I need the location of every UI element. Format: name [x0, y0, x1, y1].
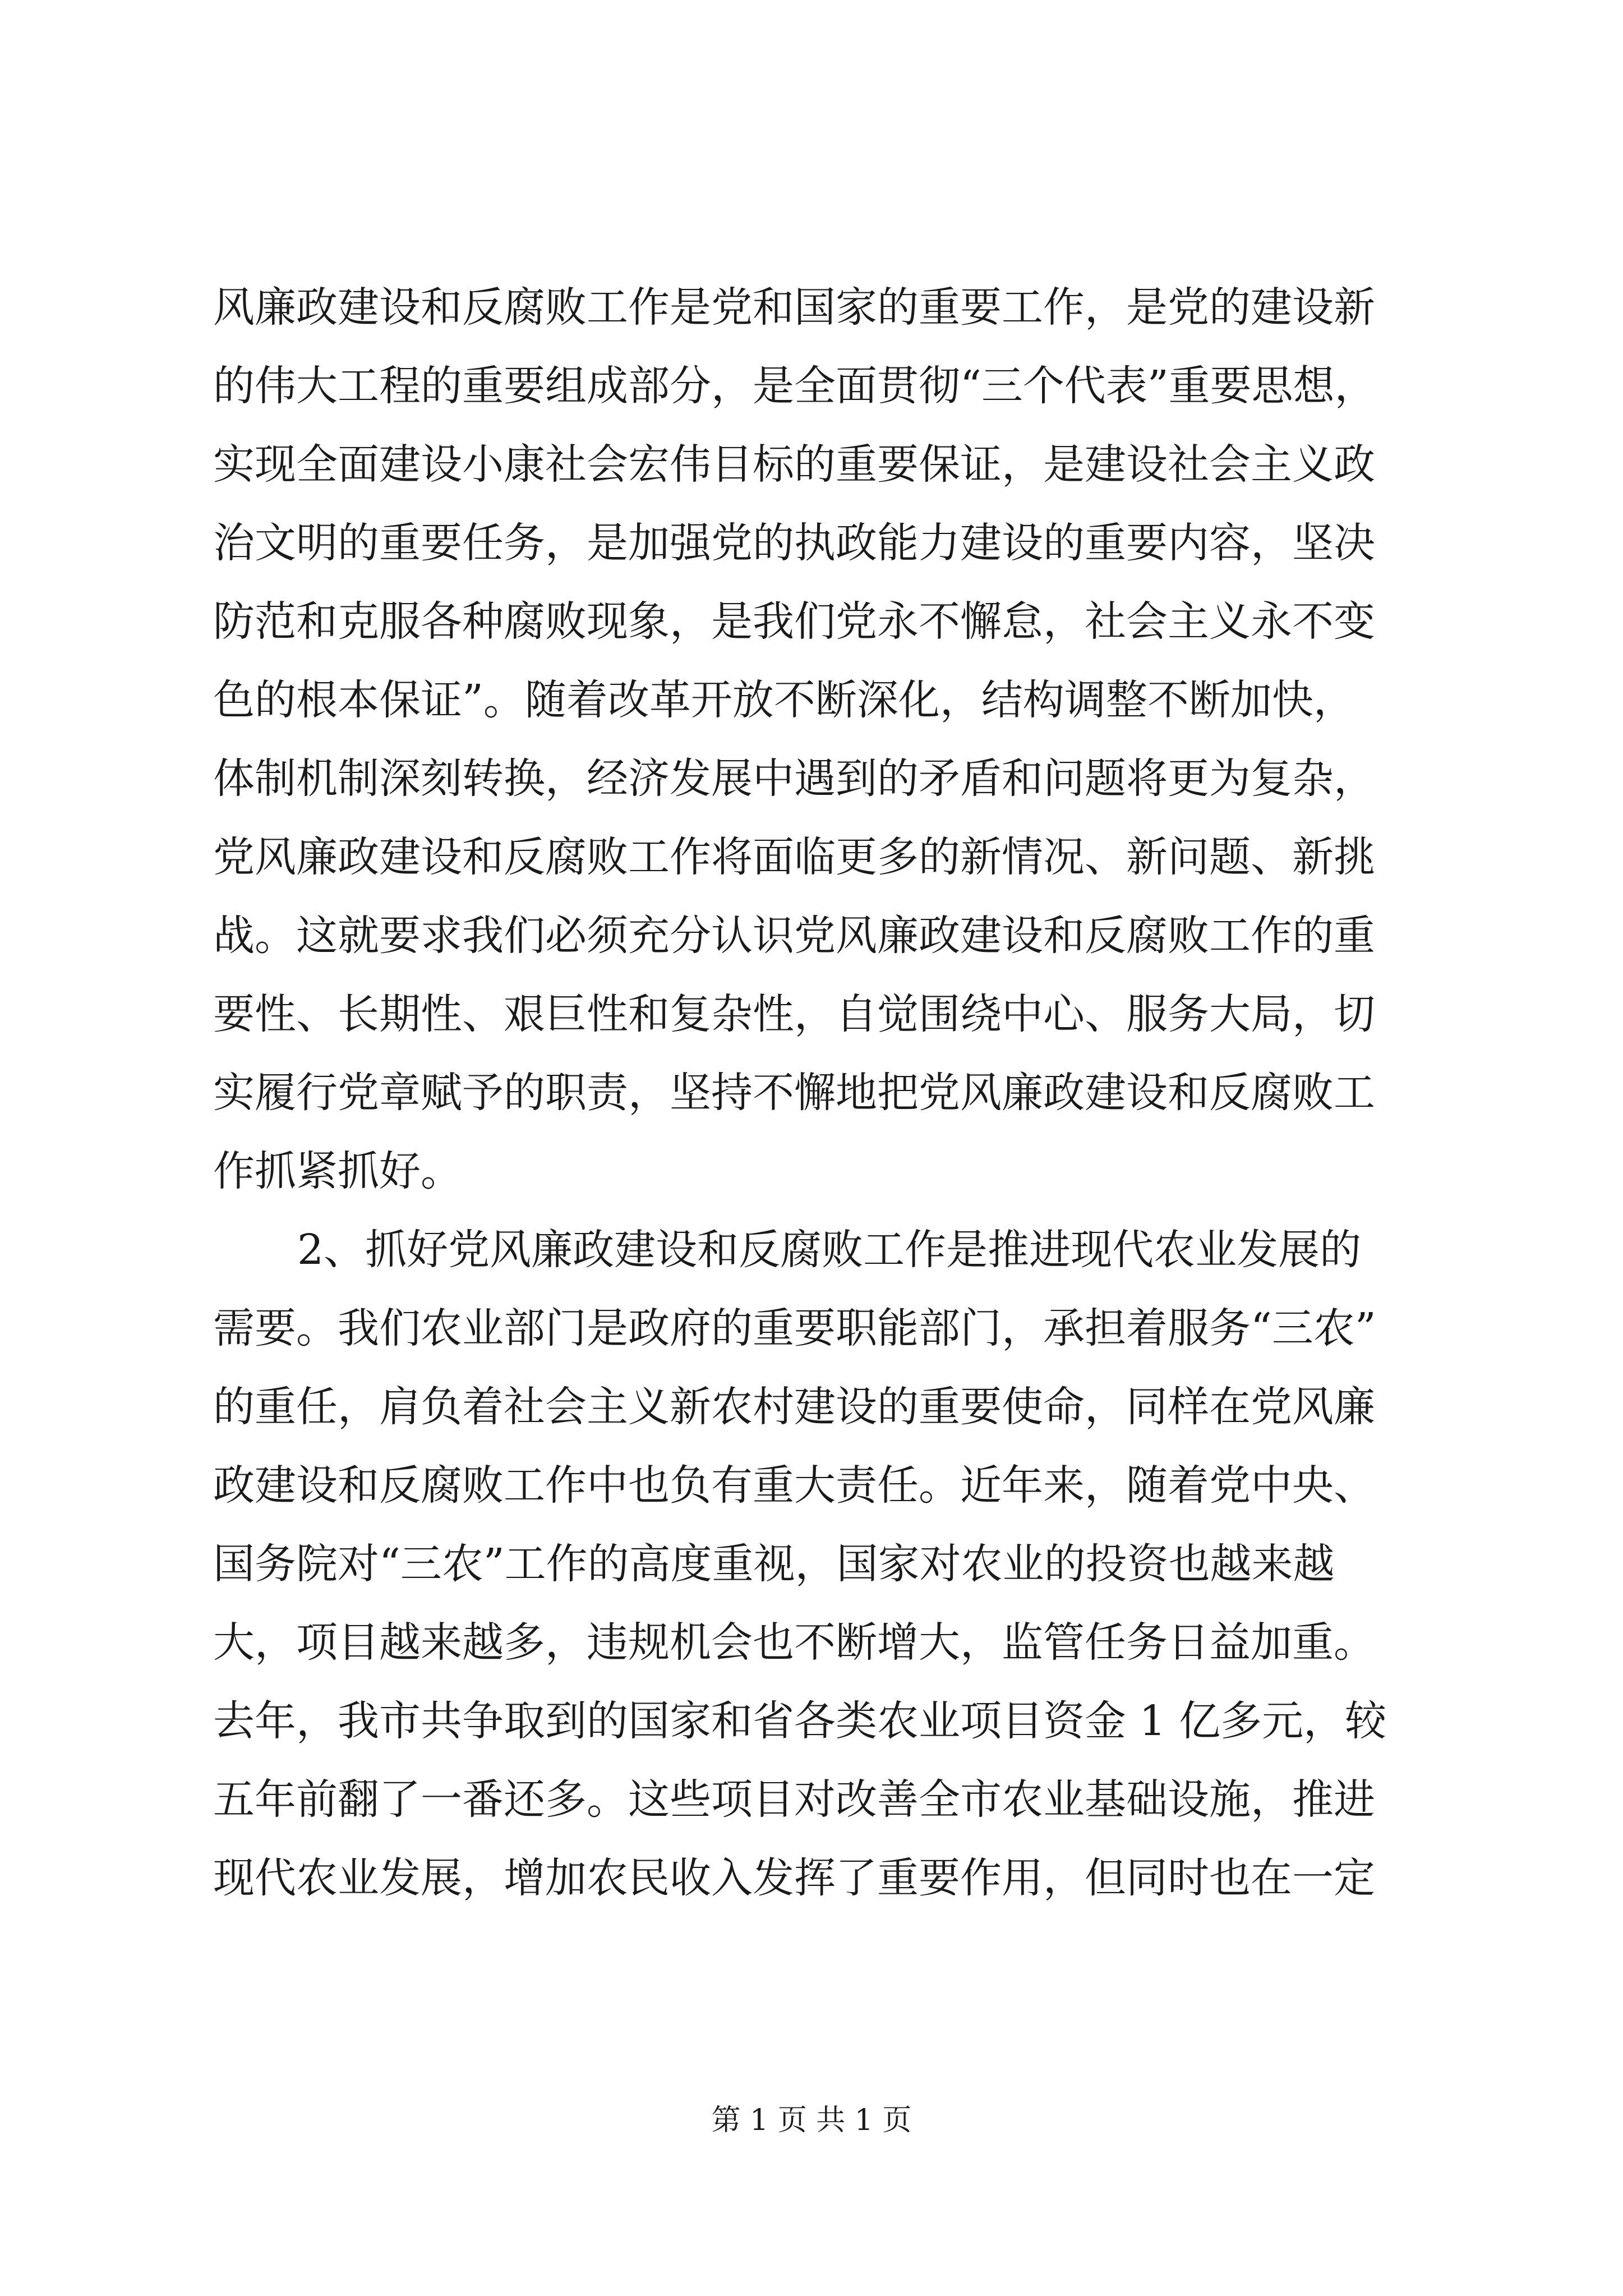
- text-line: 的伟大工程的重要组成部分，是全面贯彻“三个代表”重要思想，: [213, 362, 1376, 410]
- text-line: 要性、长期性、艰巨性和复杂性，自觉围绕中心、服务大局，切: [213, 990, 1375, 1038]
- text-line: 党风廉政建设和反腐败工作将面临更多的新情况、新问题、新挑: [213, 833, 1375, 881]
- text-line: 政建设和反腐败工作中也负有重大责任。近年来，随着党中央、: [213, 1461, 1375, 1510]
- text-line: 作抓紧抓好。: [213, 1147, 462, 1195]
- document-body: [213, 268, 1436, 1917]
- text-line: 国务院对“三农”工作的高度重视，国家对农业的投资也越来越: [213, 1540, 1335, 1588]
- page-footer: 第 1 页 共 1 页: [711, 2104, 912, 2137]
- text-line: 战。这就要求我们必须充分认识党风廉政建设和反腐败工作的重: [213, 912, 1375, 960]
- text-line: 防范和克服各种腐败现象，是我们党永不懈怠，社会主义永不变: [213, 597, 1375, 646]
- text-line: 需要。我们农业部门是政府的重要职能部门，承担着服务“三农”: [213, 1304, 1376, 1352]
- text-line: 现代农业发展，增加农民收入发挥了重要作用，但同时也在一定: [213, 1854, 1375, 1902]
- text-line: 去年，我市共争取到的国家和省各类农业项目资金 1 亿多元，较: [213, 1697, 1387, 1745]
- text-line: 实履行党章赋予的职责，坚持不懈地把党风廉政建设和反腐败工: [213, 1069, 1375, 1117]
- text-line: 实现全面建设小康社会宏伟目标的重要保证，是建设社会主义政: [213, 440, 1375, 489]
- text-line: 五年前翻了一番还多。这些项目对改善全市农业基础设施，推进: [213, 1775, 1375, 1824]
- text-line: 大，项目越来越多，违规机会也不断增大，监管任务日益加重。: [213, 1618, 1375, 1667]
- text-line: 治文明的重要任务，是加强党的执政能力建设的重要内容，坚决: [213, 519, 1375, 567]
- paragraph-first-line: 2、抓好党风廉政建设和反腐败工作是推进现代农业发展的: [297, 1226, 1362, 1274]
- text-line: 的重任，肩负着社会主义新农村建设的重要使命，同样在党风廉: [213, 1383, 1375, 1431]
- text-line: 色的根本保证”。随着改革开放不断深化，结构调整不断加快，: [213, 676, 1355, 724]
- text-line: 风廉政建设和反腐败工作是党和国家的重要工作，是党的建设新: [213, 283, 1375, 332]
- text-line: 体制机制深刻转换，经济发展中遇到的矛盾和问题将更为复杂，: [213, 754, 1375, 803]
